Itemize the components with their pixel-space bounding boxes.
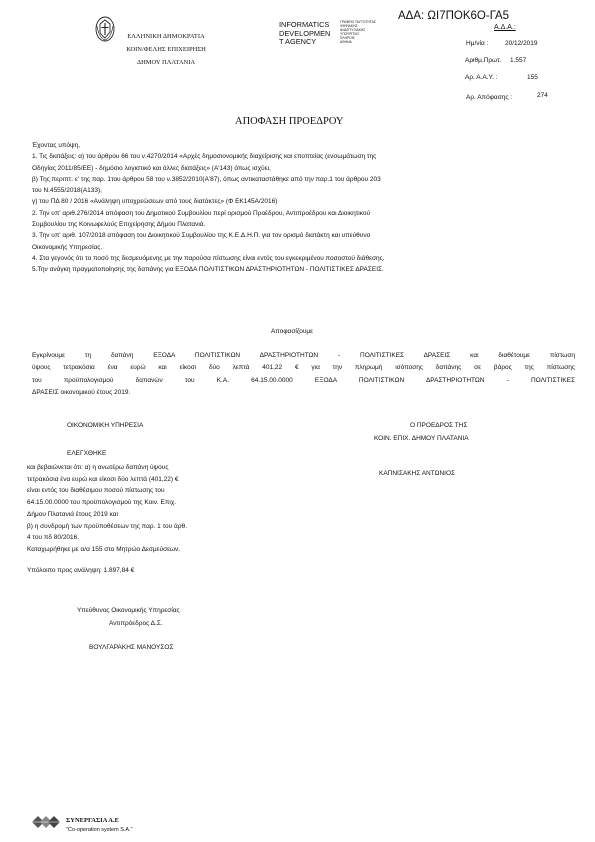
decides-line: του προϋπολογισμού δαπανών του Κ.Α. 64.15.00.0000 ΕΞΟΔΑ ΠΟΛΙΤΙΣΤΙΚΩΝ ΔΡΑΣΤΗΡΙΟΤΗΤΩΝ - ΠΟΛΙΤΙΣΤΙΚΕΣ bbox=[32, 376, 575, 384]
consideration-line: του Ν.4555/2018(Α133), bbox=[32, 187, 102, 195]
consideration-line: γ) του ΠΔ 80 / 2016 «Ανάληψη υποχρεώσεων από τους διατάκτες» (Φ ΕΚ145Α/2016) bbox=[32, 198, 278, 206]
consideration-line: Οικονομικής Υπηρεσίας. bbox=[32, 243, 103, 251]
decision-no-label: Αρ. Απόφασης : bbox=[466, 94, 513, 101]
infra-small-line-2: ΨΗΦΙΑΚΗΣ bbox=[340, 23, 358, 28]
finance-line: και βεβαιώνεται ότι: α) η ανωτέρω δαπάνη ύψους bbox=[27, 464, 169, 471]
aay-label: Αρ. Α.Α.Υ. : bbox=[465, 74, 498, 81]
protocol-label: Αριθμ.Πρωτ. bbox=[465, 57, 502, 64]
ada-label: ΑΔΑ: ΩΙ7ΠΟΚ6Ο-ΓΑ5 bbox=[398, 10, 510, 22]
issuer-line-1: ΕΛΛΗΝΙΚΗ ΔΗΜΟΚΡΑΤΙΑ bbox=[127, 33, 205, 40]
finance-line: τετρακόσια ένα ευρώ και είκοσι δύο λεπτά (401,22) € bbox=[27, 475, 179, 483]
issuer-block bbox=[121, 30, 211, 69]
consideration-line: 1. Τις διατάξεις: α) του άρθρου 66 του ν.4270/2014 «Αρχές δημοσιονομικής διαχείρισης και εποπτείας (ενσωμάτωση της bbox=[32, 153, 377, 161]
company-logo-icon bbox=[30, 815, 62, 829]
finance-line: είναι εντός του διαθέσιμου ποσού πίστωσης του bbox=[27, 487, 165, 495]
considerations-block bbox=[32, 140, 385, 276]
decides-line: Εγκρίνουμε τη δαπάνη ΕΞΟΔΑ ΠΟΛΙΤΙΣΤΙΚΩΝ ΔΡΑΣΤΗΡΙΟΤΗΤΩΝ - ΠΟΛΙΤΙΣΤΙΚΕΣ ΔΡΑΣΕΙΣ και διαθέτουμε πίστωση bbox=[32, 352, 575, 359]
aay-value: 155 bbox=[527, 74, 538, 81]
greek-emblem-icon bbox=[95, 16, 115, 42]
responsible-name: ΒΟΥΛΓΑΡΑΚΗΣ ΜΑΝΟΥΣΟΣ bbox=[89, 644, 174, 651]
infra-small-line-5: ΠΛΗΡΟΦ. bbox=[340, 35, 356, 40]
decision-no-value: 274 bbox=[537, 92, 548, 99]
decides-line-last: ΔΡΑΣΕΙΣ οικονομικού έτους 2019. bbox=[32, 388, 131, 396]
president-title: Ο ΠΡΟΕΔΡΟΣ ΤΗΣ bbox=[410, 422, 468, 429]
infra-small-line-6: ΑΘΗΝΑ bbox=[340, 39, 352, 44]
issuer-line-3: ΔΗΜΟΥ ΠΛΑΤΑΝΙΑ bbox=[136, 59, 196, 66]
president-org: ΚΟΙΝ. ΕΠΙΧ. ΔΗΜΟΥ ΠΛΑΤΑΝΙΑ bbox=[374, 435, 469, 442]
considerations-intro: Έχοντας υπόψη, bbox=[32, 142, 81, 149]
infra-small-line-4: ΥΠΟΥΡΓΕΙΟ bbox=[340, 31, 359, 36]
infra-logo-line-3: T AGENCY bbox=[279, 37, 317, 46]
consideration-line: 5.Την ανάγκη πραγματοποίησης της δαπάνης για ΕΞΟΔΑ ΠΟΛΙΤΙΣΤΙΚΩΝ ΔΡΑΣΤΗΡΙΟΤΗΤΩΝ - ΠΟΛΙΤΙΣΤΙΚΕΣ ΔΡΑΣΕΙΣ. bbox=[32, 266, 384, 274]
decides-line: ύψους τετρακόσια ένα ευρώ και είκοσι δύο λεπτά 401,22 € για την πληρωμή ισόποσης δαπάνης σε βάρος της πίστωσης bbox=[32, 364, 575, 372]
page-title: ΑΠΟΦΑΣΗ ΠΡΟΕΔΡΟΥ bbox=[235, 116, 344, 127]
finance-checked: ΕΛΕΓΧΘΗΚΕ bbox=[67, 450, 107, 457]
date-value: 20/12/2019 bbox=[505, 40, 538, 47]
consideration-line: 4. Στα γεγονός ότι το ποσό της δεσμευόμενης με την παρούσα πίστωσης είναι εντός του εγκεκριμένου ποσοστού διάθεσης. bbox=[32, 254, 385, 262]
finance-line: Δήμου Πλατανιά έτους 2019 και bbox=[27, 510, 118, 518]
responsible-title: Αντιπρόεδρος Δ.Σ. bbox=[109, 620, 163, 627]
protocol-value: 1.557 bbox=[510, 57, 527, 64]
finance-service-title: ΟΙΚΟΝΟΜΙΚΗ ΥΠΗΡΕΣΙΑ bbox=[67, 422, 144, 429]
consideration-line: β) Της περιπτ. ε' της παρ. 1του άρθρου 58 του ν.3852/2010(Α'87), όπως αντικαταστάθηκε από την παρ.1 του άρθρου 203 bbox=[32, 175, 381, 183]
consideration-line: Οδηγίας 2011/85/ΕΕ) - δημόσιο λογιστικό και άλλες διατάξεις» (Α'143) όπως ισχύει, bbox=[32, 164, 271, 172]
decides-heading: Αποφασίζουμε bbox=[271, 328, 314, 335]
consideration-line: 3. Την υπ' αριθ. 107/2018 απόφαση του Διοικητικού Συμβουλίου της Κ.Ε.Δ.Η.Π. για τον ορισμό διατάκτη και υπεύθυνο bbox=[32, 232, 371, 240]
ada-abbrev: Α.Δ.Α.: bbox=[494, 24, 516, 31]
infra-logo-line-2: DEVELOPMEN bbox=[279, 28, 331, 38]
president-name: ΚΑΠΝΙΣΑΚΗΣ ΑΝΤΩΝΙΟΣ bbox=[379, 470, 456, 477]
responsible-role: Υπεύθυνος Οικονομικής Υπηρεσίας bbox=[77, 607, 180, 614]
infra-logo-small-text bbox=[340, 21, 376, 44]
finance-line: β) η συνδρομή των προϋποθέσεων της παρ. 1 του άρθ. bbox=[27, 522, 187, 530]
consideration-line: Συμβουλίου της Κοινωφελούς Επιχείρησης Δήμου Πλατανιά. bbox=[32, 221, 206, 229]
finance-line: Καταχωρήθηκε με α/α 155 στο Μητρώο Δεσμεύσεων. bbox=[27, 545, 181, 553]
company-name: ΣΥΝΕΡΓΑΣΙΑ Α.Ε bbox=[66, 817, 119, 824]
finance-line: 64.15.00.0000 του προϋπολογισμού της Κοιν. Επιχ. bbox=[27, 499, 177, 507]
consideration-line: 2. Την υπ' αριθ.276/2014 απόφαση του Δημοτικού Συμβουλίου περί ορισμού Προέδρου, Αντιπροέδρου και Διοικητικού bbox=[32, 209, 371, 217]
infra-logo-line-1: INFORMATICS bbox=[279, 20, 330, 29]
finance-certification bbox=[27, 462, 187, 556]
infra-small-line-3: ΑΝΑΠΤΥΞΙΑΚΗΣ bbox=[340, 27, 366, 32]
date-label: Ημ/νία : bbox=[466, 40, 489, 47]
infra-logo bbox=[279, 21, 330, 47]
finance-line: 4 του πδ 80/2016. bbox=[27, 534, 80, 542]
issuer-line-2: ΚΟΙΝ/ΦΕΛΗΣ ΕΠΙΧΕΙΡΗΣΗ bbox=[126, 46, 206, 53]
infra-small-line-1: ΓΡΑΦΕΙΟ ΤΑΥΤΟΤΗΤΑΣ bbox=[340, 20, 376, 24]
company-tagline: "Co-operation system S.A." bbox=[66, 827, 133, 833]
remaining-balance: Υπόλοιπο προς ανάληψη: 1.897,84 € bbox=[27, 567, 135, 574]
decides-paragraph bbox=[32, 350, 575, 399]
